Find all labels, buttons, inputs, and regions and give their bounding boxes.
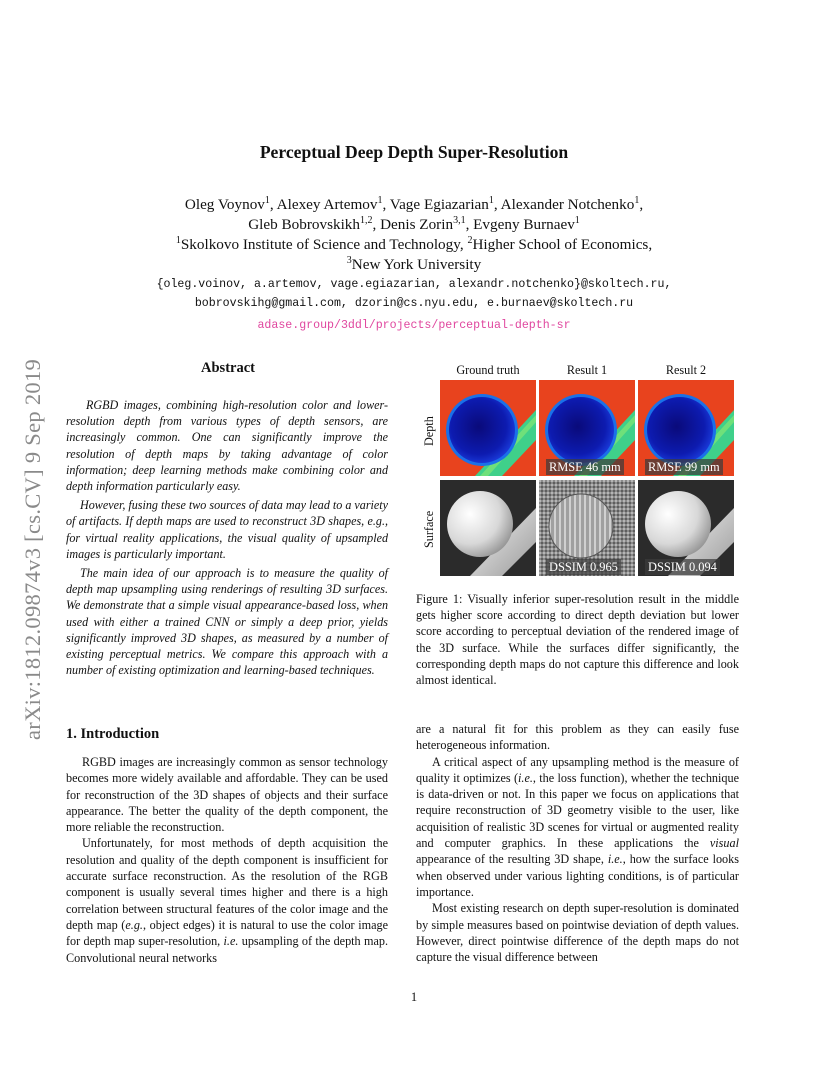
surface-render-ground-truth bbox=[440, 480, 536, 576]
page-number: 1 bbox=[410, 990, 418, 1004]
project-link[interactable]: adase.group/3ddl/projects/perceptual-depth-sr bbox=[257, 319, 571, 332]
abstract-paragraph: However, fusing these two sources of data may lead to a variety of artifacts. If depth maps are used to reconstruct 3D shapes, e.g., for virtual reality applications, the visual quality of upsampled images is particularly important. bbox=[66, 498, 388, 561]
emails-line-2: bobrovskihg@gmail.com, dzorin@cs.nyu.edu, e.burnaev@skoltech.ru bbox=[194, 297, 634, 310]
depth-map-ground-truth bbox=[440, 380, 536, 476]
arxiv-sidebar-id: arXiv:1812.09874v3 [cs.CV] 9 Sep 2019 bbox=[20, 358, 45, 740]
author-line-2: Gleb Bobrovskikh$^{1,2}$, Denis Zorin$^{3,1}$, Evgeny Burnaev$^1$ bbox=[248, 215, 580, 233]
dssim-badge-result-2: DSSIM 0.094 bbox=[645, 559, 720, 575]
section-heading-introduction: 1. Introduction bbox=[66, 726, 160, 742]
emails-line-1: {oleg.voinov, a.artemov, vage.egiazarian, alexandr.notchenko}@skoltech.ru, bbox=[156, 278, 672, 291]
affiliation-line-1: $^1$Skolkovo Institute of Science and Technology, $^2$Higher School of Economics, bbox=[175, 235, 653, 253]
abstract-paragraph: RGBD images, combining high-resolution color and lower-resolution depth from various types of depth sensors, are increasingly common. One can significantly improve the resolution of depth maps by taking advantage of color information; deep learning methods make combining color and depth information particularly easy. bbox=[66, 398, 388, 494]
rmse-badge-result-1: RMSE 46 mm bbox=[546, 459, 624, 475]
dssim-badge-result-1: DSSIM 0.965 bbox=[546, 559, 621, 575]
intro-paragraph: Most existing research on depth super-resolution is dominated by simple measures based on pointwise deviation of depth values. However, direct pointwise difference of the depth maps do not capture the visual difference between bbox=[416, 901, 739, 965]
author-line-1: Oleg Voynov$^1$, Alexey Artemov$^1$, Vage Egiazarian$^1$, Alexander Notchenko$^1$, bbox=[184, 195, 644, 213]
intro-paragraph: are a natural fit for this problem as they can easily fuse heterogeneous information. bbox=[416, 722, 739, 753]
intro-left-column bbox=[66, 754, 388, 966]
rmse-badge-result-2: RMSE 99 mm bbox=[645, 459, 723, 475]
intro-paragraph: RGBD images are increasingly common as sensor technology becomes more widely available and affordable. They can be used for reconstruction of the 3D shapes of objects and their surface appearance. The better the quality of the depth component, the more reliable the reconstruction. bbox=[66, 755, 388, 835]
figure-row-label-surface: Surface bbox=[422, 510, 436, 548]
affiliation-line-2: $^3$New York University bbox=[346, 255, 482, 273]
figure-col-label-result-2: Result 2 bbox=[665, 363, 707, 377]
intro-paragraph: Unfortunately, for most methods of depth acquisition the resolution and quality of the depth component is insufficient for accurate surface reconstruction. As the resolution of the RGB component is usually several times higher and there is a high correlation between structural features of the color image and the depth map (e.g., object edges) it is natural to use the color image for depth map super-resolution, i.e. upsampling of the depth map. Convolutional neural networks bbox=[66, 836, 389, 965]
figure-caption: Figure 1: Visually inferior super-resolution result in the middle gets higher score according to direct depth deviation but lower score according to perceptual deviation of the rendered image of the 3D surface. While the surfaces differ significantly, the corresponding depth maps do not capture this difference and look almost identical. bbox=[416, 592, 739, 688]
figure-row-label-depth: Depth bbox=[422, 416, 436, 446]
paper-title: Perceptual Deep Depth Super-Resolution bbox=[259, 142, 569, 162]
figure-col-label-result-1: Result 1 bbox=[566, 363, 608, 377]
abstract-body bbox=[66, 397, 388, 681]
intro-paragraph: A critical aspect of any upsampling method is the measure of quality it optimizes (i.e., the loss function), whether the technique is data-driven or not. In this paper we focus on applications that require reconstruction of 3D geometry visible to the user, like acquisition of realistic 3D scenes for virtual or augmented reality and computer graphics. In these applications the visual appearance of the resulting 3D shape, i.e., how the surface looks when observed under various lighting conditions, is of particular importance. bbox=[416, 754, 739, 899]
abstract-paragraph: The main idea of our approach is to measure the quality of depth map upsampling using renderings of resulting 3D surfaces. We demonstrate that a simple visual appearance-based loss, when used with either a trained CNN or simply a deep prior, yields significantly improved 3D shapes, as measured by a number of existing perceptual metrics. We compare this approach with a number of existing optimization and learning-based techniques. bbox=[66, 566, 388, 678]
figure-col-label-ground-truth: Ground truth bbox=[456, 363, 520, 377]
intro-right-column bbox=[416, 721, 739, 965]
abstract-heading: Abstract bbox=[201, 360, 255, 376]
